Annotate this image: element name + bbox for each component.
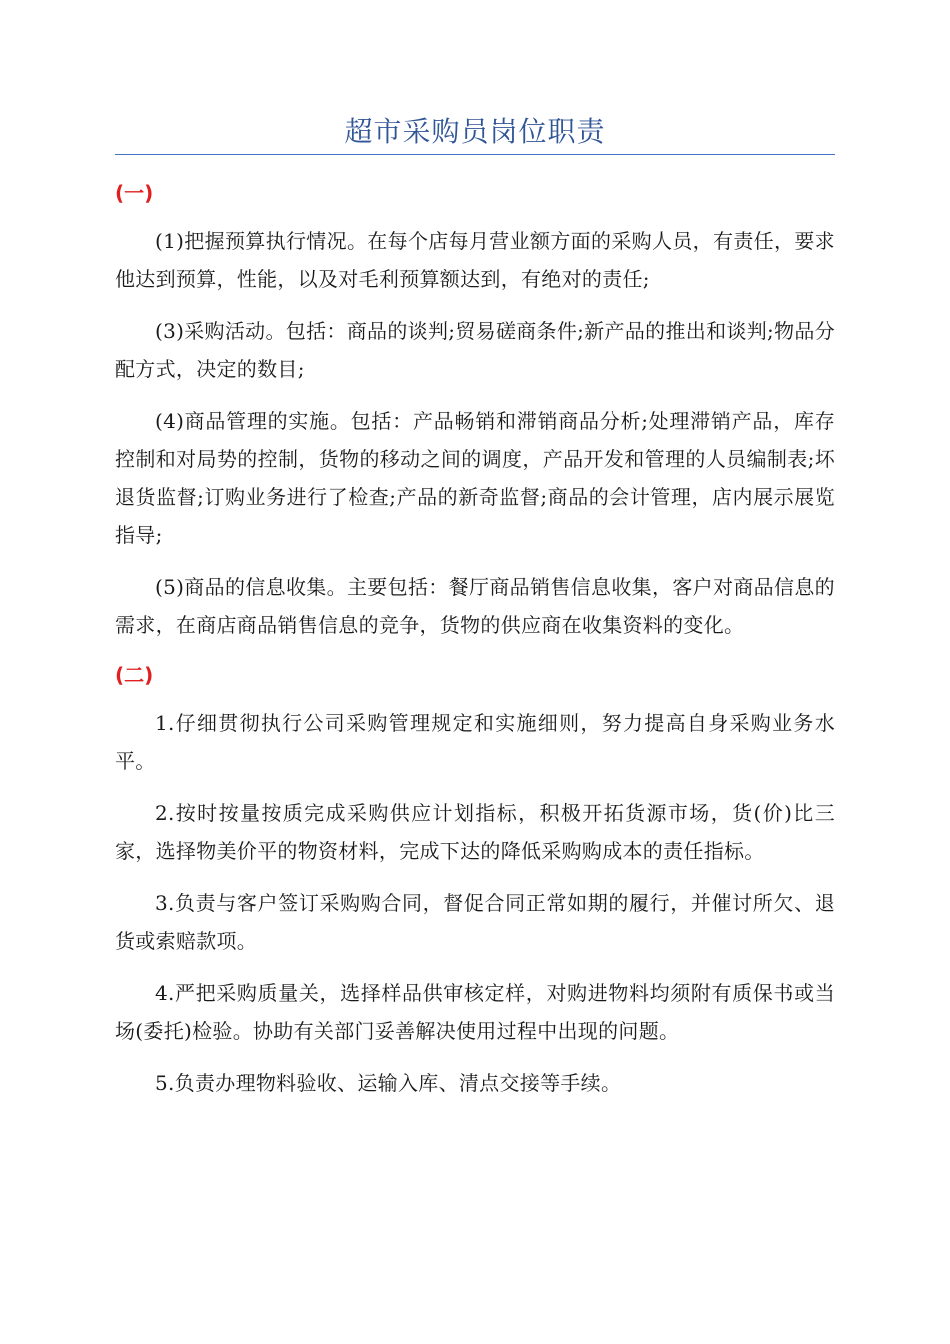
paragraph: 2.按时按量按质完成采购供应计划指标，积极开拓货源市场，货(价)比三家，选择物美价平的物资材料，完成下达的降低采购购成本的责任指标。 [115, 801, 835, 863]
section-heading: (二) [115, 663, 154, 687]
title-divider [115, 154, 835, 155]
paragraph: (4)商品管理的实施。包括：产品畅销和滞销商品分析;处理滞销产品，库存控制和对局势的控制，货物的移动之间的调度，产品开发和管理的人员编制表;坏退货监督;订购业务进行了检查;产品的新奇监督;商品的会计管理，店内展示展览指导; [115, 409, 835, 547]
paragraph: 1.仔细贯彻执行公司采购管理规定和实施细则，努力提高自身采购业务水平。 [115, 711, 835, 773]
paragraph: (1)把握预算执行情况。在每个店每月营业额方面的采购人员，有责任，要求他达到预算，性能，以及对毛利预算额达到，有绝对的责任; [115, 229, 835, 291]
section-1 [115, 176, 835, 644]
paragraph: (3)采购活动。包括：商品的谈判;贸易磋商条件;新产品的推出和谈判;物品分配方式，决定的数目; [115, 319, 835, 381]
paragraph: 3.负责与客户签订采购购合同，督促合同正常如期的履行，并催讨所欠、退货或索赔款项。 [115, 891, 835, 953]
paragraph: 5.负责办理物料验收、运输入库、清点交接等手续。 [155, 1071, 622, 1095]
paragraph: 4.严把采购质量关，选择样品供审核定样，对购进物料均须附有质保书或当场(委托)检验。协助有关部门妥善解决使用过程中出现的问题。 [115, 981, 835, 1043]
document-body [115, 176, 835, 1116]
section-heading: (一) [115, 181, 154, 205]
page-title: 超市采购员岗位职责 [344, 115, 606, 148]
section-2 [115, 658, 835, 1102]
paragraph: (5)商品的信息收集。主要包括：餐厅商品销售信息收集，客户对商品信息的需求，在商店商品销售信息的竞争，货物的供应商在收集资料的变化。 [115, 575, 835, 637]
